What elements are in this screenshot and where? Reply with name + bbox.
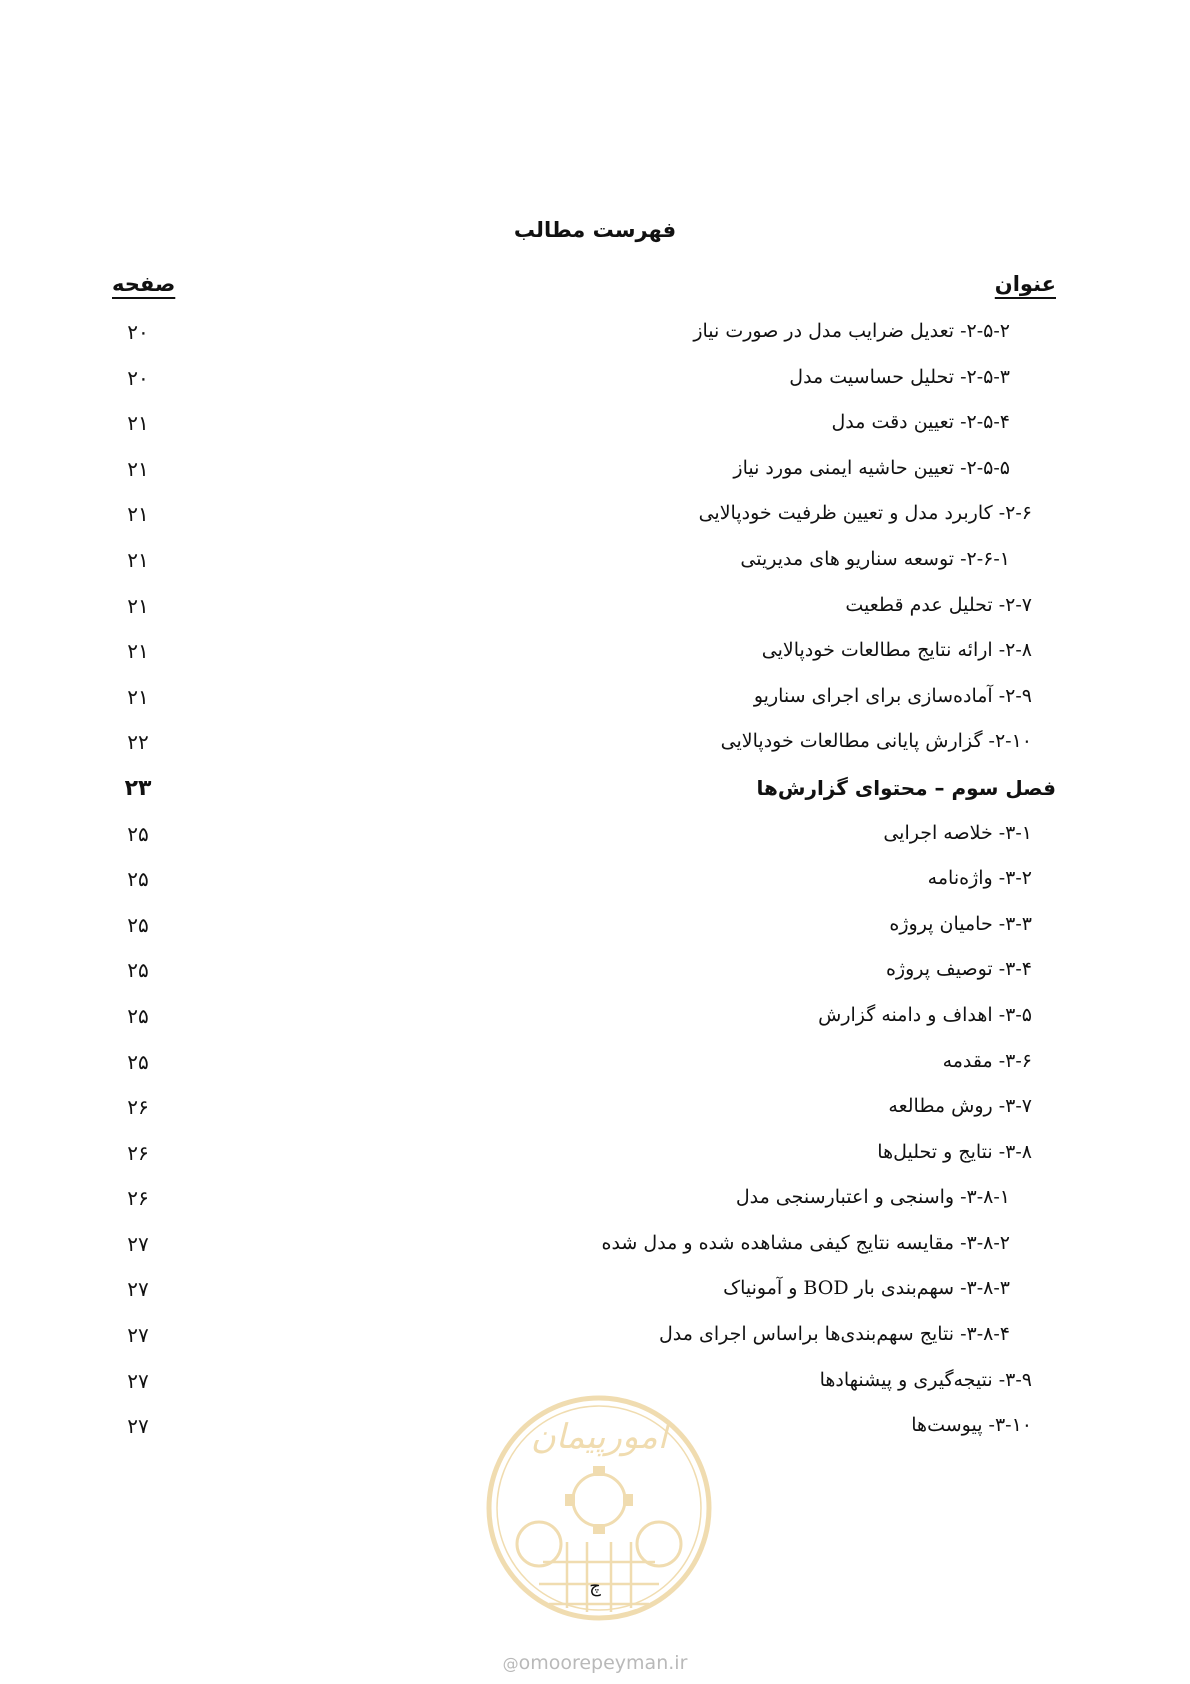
- toc-row: [0, 724, 1190, 770]
- toc-entry-page: ۲۷: [127, 1414, 149, 1439]
- toc-entry-page: ۲۰: [127, 365, 149, 390]
- page-column-header: صفحه: [112, 272, 176, 296]
- toc-row: [0, 1044, 1190, 1090]
- toc-entry-page: ۲۷: [127, 1323, 149, 1348]
- toc-row: [0, 314, 1190, 360]
- toc-entry-page: ۲۷: [127, 1231, 149, 1256]
- toc-entry-title: ۲-۵-۳- تحلیل حساسیت مدل: [789, 365, 1010, 388]
- toc-entry-title: ۲-۵-۴- تعیین دقت مدل: [831, 411, 1010, 434]
- toc-row: [0, 1271, 1190, 1317]
- toc-row: [0, 1180, 1190, 1226]
- toc-entry-title: ۳-۵- اهداف و دامنه گزارش: [818, 1003, 1032, 1026]
- toc-row: [0, 360, 1190, 406]
- toc-entry-title: ۲-۸- ارائه نتایج مطالعات خودپالایی: [761, 639, 1032, 662]
- toc-row: [0, 952, 1190, 998]
- toc-row: [0, 633, 1190, 679]
- toc-entry-page: ۲۷: [127, 1368, 149, 1393]
- toc-entry-title: ۲-۵-۲- تعدیل ضرایب مدل در صورت نیاز: [693, 320, 1010, 342]
- toc-entry-page: ۲۵: [127, 1049, 149, 1074]
- toc-entry-title: ۳-۸-۱- واسنجی و اعتبارسنجی مدل: [735, 1186, 1010, 1209]
- toc-entry-title: ۲-۶- کاربرد مدل و تعیین ظرفیت خودپالایی: [698, 502, 1032, 525]
- toc-entry-page: ۲۳: [124, 775, 152, 801]
- toc-row: [0, 588, 1190, 634]
- toc-entry-title: ۳-۸-۲- مقایسه نتایج کیفی مشاهده شده و مدل شده: [601, 1231, 1010, 1254]
- toc-entry-title: فصل سوم – محتوای گزارش‌ها: [756, 775, 1056, 800]
- toc-row: [0, 1226, 1190, 1272]
- toc-entry-page: ۲۱: [127, 502, 149, 527]
- toc-entry-title: ۳-۸- نتایج و تحلیل‌ها: [877, 1140, 1032, 1163]
- at-sign-icon: @: [502, 1654, 519, 1673]
- toc-entry-title: ۳-۱- خلاصه اجرایی: [883, 821, 1032, 844]
- toc-entry-title: ۳-۹- نتیجه‌گیری و پیشنهادها: [819, 1368, 1032, 1391]
- toc-entry-title: ۲-۹- آماده‌سازی برای اجرای سناریو: [753, 684, 1032, 707]
- toc-row: [0, 861, 1190, 907]
- svg-text:امورپیمان: امورپیمان: [530, 1417, 668, 1457]
- toc-row: [0, 496, 1190, 542]
- toc-entry-page: ۲۵: [127, 958, 149, 983]
- toc-entry-page: ۲۵: [127, 912, 149, 937]
- toc-entry-title: ۳-۲- واژه‌نامه: [927, 867, 1032, 890]
- toc-entry-title: ۲-۵-۵- تعیین حاشیه ایمنی مورد نیاز: [733, 456, 1010, 479]
- toc-row: [0, 816, 1190, 862]
- table-of-contents: [0, 314, 1190, 1454]
- toc-entry-page: ۲۶: [127, 1095, 149, 1120]
- toc-entry-page: ۲۷: [127, 1277, 149, 1302]
- toc-entry-title: ۳-۳- حامیان پروژه: [889, 912, 1032, 935]
- toc-entry-page: ۲۰: [127, 320, 149, 344]
- toc-entry-page: ۲۵: [127, 821, 149, 846]
- toc-entry-page: ۲۵: [127, 1003, 149, 1028]
- toc-entry-page: ۲۱: [127, 547, 149, 572]
- toc-chapter-row: [0, 770, 1190, 816]
- toc-entry-page: ۲۲: [127, 730, 149, 755]
- toc-entry-page: ۲۱: [127, 456, 149, 481]
- toc-row: [0, 1089, 1190, 1135]
- toc-row: [0, 1317, 1190, 1363]
- toc-entry-title: ۲-۱۰- گزارش پایانی مطالعات خودپالایی: [720, 730, 1032, 753]
- page-title: فهرست مطالب: [513, 218, 677, 242]
- toc-entry-title: ۳-۸-۴- نتایج سهم‌بندی‌ها براساس اجرای مدل: [658, 1323, 1010, 1346]
- toc-row: [0, 907, 1190, 953]
- toc-entry-page: ۲۶: [127, 1186, 149, 1211]
- watermark-url: [0, 1652, 1190, 1674]
- toc-entry-title: ۳-۶- مقدمه: [942, 1049, 1032, 1072]
- toc-entry-title: ۳-۸-۳- سهم‌بندی بار BOD و آمونیاک: [723, 1277, 1010, 1300]
- toc-row: [0, 451, 1190, 497]
- page-number: چ: [589, 1576, 601, 1597]
- toc-entry-title: ۳-۷- روش مطالعه: [888, 1095, 1032, 1118]
- toc-entry-page: ۲۱: [127, 684, 149, 709]
- toc-entry-title: ۳-۱۰- پیوست‌ها: [911, 1414, 1032, 1437]
- toc-entry-title: ۲-۶-۱- توسعه سناریو های مدیریتی: [740, 547, 1010, 570]
- toc-row: [0, 405, 1190, 451]
- toc-entry-page: ۲۱: [127, 411, 149, 436]
- toc-entry-page: ۲۱: [127, 593, 149, 618]
- toc-row: [0, 679, 1190, 725]
- toc-entry-title: ۲-۷- تحلیل عدم قطعیت: [845, 593, 1032, 616]
- toc-row: [0, 998, 1190, 1044]
- toc-row: [0, 1135, 1190, 1181]
- toc-entry-page: ۲۶: [127, 1140, 149, 1165]
- toc-row: [0, 542, 1190, 588]
- watermark-url-text: omoorepeyman.ir: [518, 1652, 688, 1674]
- toc-entry-page: ۲۱: [127, 639, 149, 664]
- toc-entry-page: ۲۵: [127, 867, 149, 892]
- toc-entry-title: ۳-۴- توصیف پروژه: [885, 958, 1032, 981]
- title-column-header: عنوان: [994, 272, 1056, 296]
